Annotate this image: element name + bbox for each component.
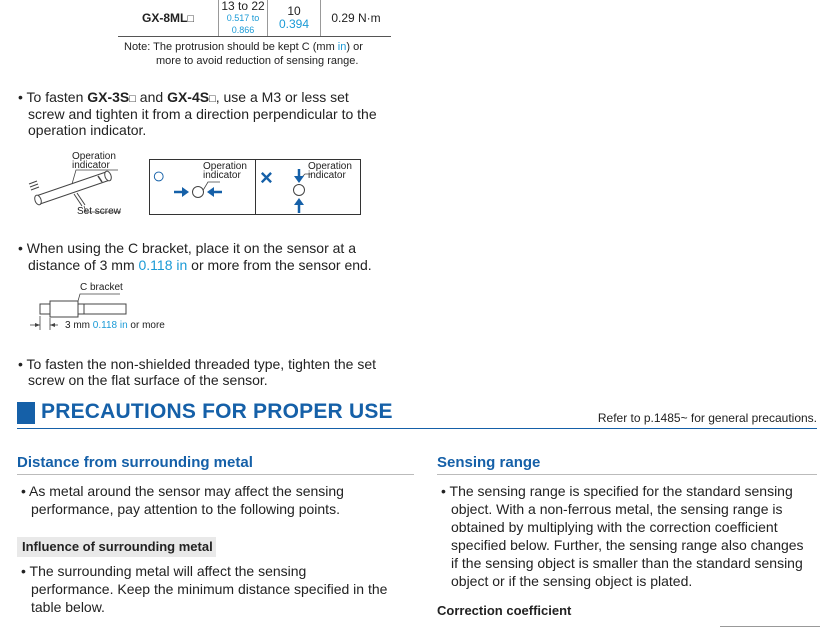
left-bullet2-line3: table below. xyxy=(31,599,105,615)
good-mark-icon: ○ xyxy=(152,163,166,188)
good-op-label-2: indicator xyxy=(203,170,241,181)
left-bullet1-line2: performance, pay attention to the following points. xyxy=(31,501,340,517)
general-precautions-ref: Refer to p.1485~ for general precautions. xyxy=(597,411,817,425)
bad-arrows-icon xyxy=(285,167,345,215)
operation-indicator-label-2: indicator xyxy=(72,160,110,171)
table-row xyxy=(118,0,391,37)
orientation-comparison-box xyxy=(149,159,361,215)
c-bracket-figure xyxy=(28,282,208,334)
right-heading-rule xyxy=(437,474,817,475)
distance-cell: 10 0.394 xyxy=(268,0,321,37)
bullet-fasten-gx-line3: operation indicator. xyxy=(28,122,147,138)
operation-indicator-label: Operation xyxy=(72,151,116,162)
bad-op-label: Operation xyxy=(308,161,352,172)
left-bullet2: • The surrounding metal will affect the sensing xyxy=(21,563,307,579)
table-note: Note: The protrusion should be kept C (mm in) or xyxy=(124,41,363,53)
good-arrows-icon xyxy=(170,176,250,212)
section-title: PRECAUTIONS FOR PROPER USE xyxy=(41,400,393,423)
bullet-c-bracket-line2: distance of 3 mm 0.118 in or more from the sensor end. xyxy=(28,257,372,273)
right-bullet-line: object or if the sensing object is plated. xyxy=(451,573,693,589)
left-bullet2-line2: performance. Keep the minimum distance specified in the xyxy=(31,581,388,597)
sensor-setscrew-figure xyxy=(26,150,141,220)
left-heading: Distance from surrounding metal xyxy=(17,454,253,471)
model-cell: GX-8ML□ xyxy=(118,0,219,37)
set-screw-label: Set screw xyxy=(77,206,121,217)
left-bullet1: • As metal around the sensor may affect the sensing xyxy=(21,483,344,499)
spec-table xyxy=(118,0,391,37)
diameter-cell: 13 to 22 0.517 to 0.866 xyxy=(219,0,268,37)
c-bracket-label: C bracket xyxy=(80,282,123,293)
influence-subheading: Influence of surrounding metal xyxy=(17,537,216,557)
right-heading: Sensing range xyxy=(437,454,541,471)
right-bullet: • The sensing range is specified for the standard sensing xyxy=(441,483,793,499)
divider xyxy=(255,160,256,214)
right-bullet-line: object. With a non-ferrous metal, the sensing range is xyxy=(451,501,783,517)
left-heading-rule xyxy=(17,474,414,475)
torque-cell: 0.29 N·m xyxy=(321,0,392,37)
section-rule xyxy=(17,428,817,429)
section-marker xyxy=(17,402,35,424)
good-op-label: Operation xyxy=(203,161,247,172)
bullet-non-shielded: • To fasten the non-shielded threaded type, tighten the set xyxy=(18,356,377,372)
distance-label: 3 mm 0.118 in or more xyxy=(65,320,165,331)
bad-op-label-2: indicator xyxy=(308,170,346,181)
table-note-line2: more to avoid reduction of sensing range. xyxy=(156,55,359,67)
correction-coefficient-heading: Correction coefficient xyxy=(437,603,572,618)
right-bullet-line: if the sensing object is smaller than the standard sensing xyxy=(451,555,803,571)
bullet-non-shielded-line2: screw on the flat surface of the sensor. xyxy=(28,372,268,388)
bad-mark-icon: × xyxy=(260,165,273,190)
bullet-c-bracket: • When using the C bracket, place it on the sensor at a xyxy=(18,240,356,256)
bullet-fasten-gx: • To fasten GX-3S□ and GX-4S□, use a M3 or less set xyxy=(18,89,349,105)
bullet-fasten-gx-line2: screw and tighten it from a direction perpendicular to the xyxy=(28,106,377,122)
table-top-rule xyxy=(720,626,820,627)
right-bullet-line: specified below. Further, the sensing range also changes xyxy=(451,537,804,553)
right-bullet-line: obtained by multiplying with the correction coefficient xyxy=(451,519,778,535)
